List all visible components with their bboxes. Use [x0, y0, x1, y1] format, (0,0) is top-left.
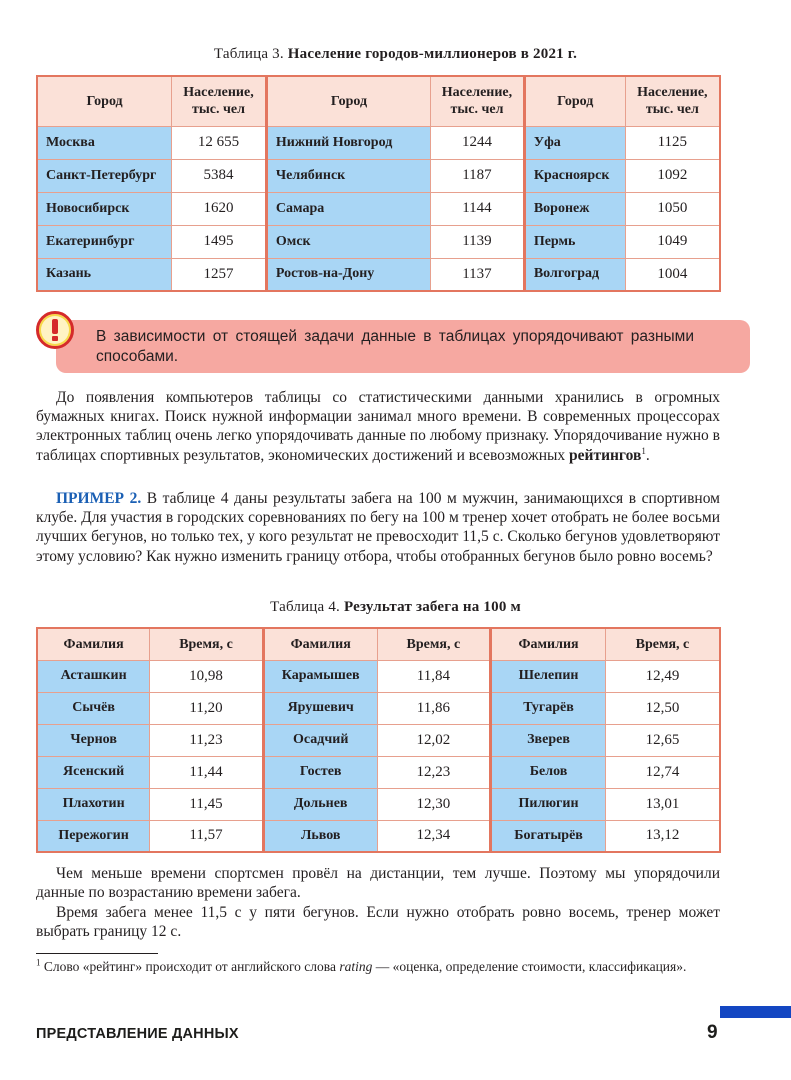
table3-caption-title: Население городов-миллионеров в 2021 г.	[287, 46, 578, 62]
note-text: В зависимости от стоящей задачи данные в таблицах упорядочивают разными способами.	[96, 328, 694, 365]
header-time: Время, с	[605, 628, 720, 660]
table-row	[37, 126, 720, 159]
table4-header-row	[37, 628, 720, 660]
footnote-marker: 1	[36, 957, 41, 968]
table4-caption-title: Результат забега на 100 м	[343, 599, 521, 615]
city-cell: Ростов-на-Дону	[266, 258, 430, 291]
city-cell: Пермь	[524, 225, 625, 258]
population-cell: 5384	[172, 159, 267, 192]
population-cell: 1187	[431, 159, 525, 192]
city-cell: Самара	[266, 192, 430, 225]
table-row	[37, 788, 720, 820]
population-cell: 1050	[625, 192, 720, 225]
table4-race-results	[36, 627, 721, 853]
city-cell: Красноярск	[524, 159, 625, 192]
time-cell: 12,65	[605, 724, 720, 756]
header-surname: Фамилия	[263, 628, 377, 660]
section-title: ПРЕДСТАВЛЕНИЕ ДАННЫХ	[36, 1026, 239, 1042]
surname-cell: Асташкин	[37, 660, 150, 692]
table3-caption	[0, 46, 791, 63]
population-cell: 1004	[625, 258, 720, 291]
table-row	[37, 692, 720, 724]
population-cell: 1495	[172, 225, 267, 258]
table-row	[37, 820, 720, 852]
term-ratings: рейтингов	[569, 446, 642, 464]
example2-text: В таблице 4 даны результаты забега на 100 м мужчин, занимающихся в спортивном клубе. Для участия в городских соревнованиях по бегу на 100 м тренер хочет отобрать не более восьми лучших бегунов, но только тех, у кого результат не превосходит 11,5 с. Сколько бегунов удовлетворяют этому условию? Как нужно изменить границу отбора, чтобы отобранных бегунов было ровно восемь?	[36, 490, 720, 565]
header-city: Город	[524, 76, 625, 126]
time-cell: 12,49	[605, 660, 720, 692]
time-cell: 11,23	[150, 724, 264, 756]
table-row	[37, 192, 720, 225]
city-cell: Воронеж	[524, 192, 625, 225]
population-cell: 1257	[172, 258, 267, 291]
surname-cell: Пережогин	[37, 820, 150, 852]
time-cell: 11,57	[150, 820, 264, 852]
table-row	[37, 258, 720, 291]
header-surname: Фамилия	[491, 628, 606, 660]
paragraph-intro: До появления компьютеров таблицы со статистическими данными хранились в огромных бумажных книгах. Поиск нужной информации занимал много времени. В современных процессорах электронных таблиц очень легко упорядочивать данные по любому признаку. Упорядочивание нужно в таблицах спортивных результатов, экономических достижений и всевозможных рейтингов$^1$.	[36, 389, 720, 464]
population-cell: 12 655	[172, 126, 267, 159]
paragraph-answer: Время забега менее 11,5 с у пяти бегунов. Если нужно отобрать ровно восемь, тренер может выбрать границу 12 с.	[36, 904, 720, 941]
header-time: Время, с	[150, 628, 264, 660]
surname-cell: Гостев	[263, 756, 377, 788]
city-cell: Санкт-Петербург	[37, 159, 172, 192]
table-row	[37, 724, 720, 756]
time-cell: 11,84	[377, 660, 491, 692]
footnote-ref[interactable]: 1	[641, 445, 646, 456]
population-cell: 1137	[431, 258, 525, 291]
surname-cell: Дольнев	[263, 788, 377, 820]
time-cell: 11,86	[377, 692, 491, 724]
time-cell: 12,30	[377, 788, 491, 820]
table-row	[37, 660, 720, 692]
time-cell: 11,44	[150, 756, 264, 788]
population-cell: 1244	[431, 126, 525, 159]
time-cell: 11,20	[150, 692, 264, 724]
surname-cell: Карамышев	[263, 660, 377, 692]
time-cell: 13,01	[605, 788, 720, 820]
surname-cell: Зверев	[491, 724, 606, 756]
header-population: Население, тыс. чел	[625, 76, 720, 126]
table3-cities-population	[36, 75, 721, 292]
surname-cell: Богатырёв	[491, 820, 606, 852]
surname-cell: Тугарёв	[491, 692, 606, 724]
time-cell: 12,02	[377, 724, 491, 756]
surname-cell: Ясенский	[37, 756, 150, 788]
time-cell: 12,34	[377, 820, 491, 852]
table-row	[37, 159, 720, 192]
time-cell: 11,45	[150, 788, 264, 820]
table4-caption-prefix: Таблица 4.	[270, 599, 340, 615]
population-cell: 1139	[431, 225, 525, 258]
page-accent-bar	[720, 1006, 791, 1018]
table3-header-row	[37, 76, 720, 126]
city-cell: Уфа	[524, 126, 625, 159]
footnote: $^1$ Слово «рейтинг» происходит от английского слова rating — «оценка, определение стоимости, классификация».	[36, 957, 687, 974]
city-cell: Волгоград	[524, 258, 625, 291]
table-row	[37, 756, 720, 788]
surname-cell: Пилюгин	[491, 788, 606, 820]
header-city: Город	[37, 76, 172, 126]
city-cell: Челябинск	[266, 159, 430, 192]
table4-caption	[0, 599, 791, 616]
header-city: Город	[266, 76, 430, 126]
table-row	[37, 225, 720, 258]
exclamation-warning-icon	[36, 311, 74, 349]
population-cell: 1144	[431, 192, 525, 225]
header-time: Время, с	[377, 628, 491, 660]
example2-paragraph	[36, 489, 720, 566]
time-cell: 12,74	[605, 756, 720, 788]
header-population: Население, тыс. чел	[431, 76, 525, 126]
surname-cell: Плахотин	[37, 788, 150, 820]
footnote-english-word: rating	[339, 959, 373, 974]
surname-cell: Чернов	[37, 724, 150, 756]
city-cell: Москва	[37, 126, 172, 159]
footnote-divider	[36, 953, 158, 954]
time-cell: 12,50	[605, 692, 720, 724]
surname-cell: Сычёв	[37, 692, 150, 724]
city-cell: Омск	[266, 225, 430, 258]
time-cell: 10,98	[150, 660, 264, 692]
header-population: Население, тыс. чел	[172, 76, 267, 126]
paragraph-intro-text: До появления компьютеров таблицы со статистическими данными хранились в огромных бумажных книгах. Поиск нужной информации занимал много времени. В современных процессорах электронных таблиц очень легко упорядочивать данные по любому признаку. Упорядочивание нужно в таблицах спортивных результатов, экономических достижений и всевозможных	[36, 389, 720, 464]
population-cell: 1092	[625, 159, 720, 192]
example2-label: ПРИМЕР 2.	[56, 490, 142, 507]
header-surname: Фамилия	[37, 628, 150, 660]
paragraph-sorting-explanation: Чем меньше времени спортсмен провёл на дистанции, тем лучше. Поэтому мы упорядочили данные по возрастанию времени забега.	[36, 865, 720, 902]
city-cell: Нижний Новгород	[266, 126, 430, 159]
surname-cell: Львов	[263, 820, 377, 852]
population-cell: 1620	[172, 192, 267, 225]
surname-cell: Шелепин	[491, 660, 606, 692]
time-cell: 12,23	[377, 756, 491, 788]
city-cell: Казань	[37, 258, 172, 291]
surname-cell: Осадчий	[263, 724, 377, 756]
table3-caption-prefix: Таблица 3.	[213, 46, 284, 62]
time-cell: 13,12	[605, 820, 720, 852]
city-cell: Екатеринбург	[37, 225, 172, 258]
surname-cell: Ярушевич	[263, 692, 377, 724]
population-cell: 1049	[625, 225, 720, 258]
population-cell: 1125	[625, 126, 720, 159]
city-cell: Новосибирск	[37, 192, 172, 225]
page-number: 9	[707, 1022, 718, 1043]
surname-cell: Белов	[491, 756, 606, 788]
